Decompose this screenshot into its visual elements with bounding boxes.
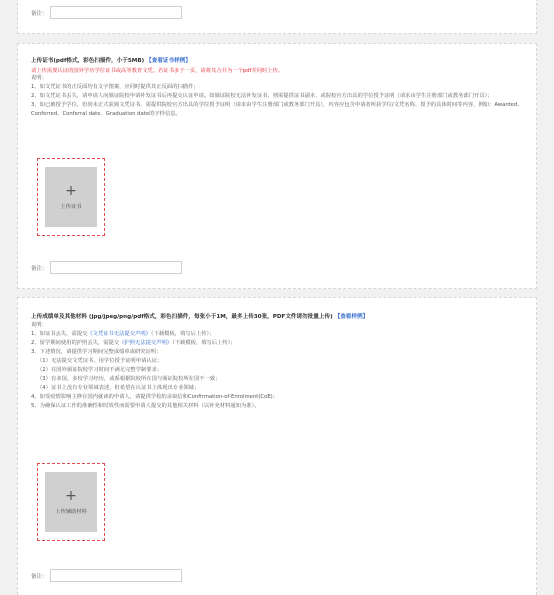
instruction-item: 1、如证书丢失，需提交《文凭证书无法提交声明》（下载模板，填写后上传）； (31, 331, 215, 337)
sub-item: （1）无法提交文凭证书，用学位授予证明申请认证； (37, 358, 163, 364)
other-instructions (31, 321, 529, 411)
instruction-item: 4、如受疫情影响主修在国内就读的申请人，请提供学校的录取信和Confirmation-of-Enrolment(CoE)； (31, 394, 279, 400)
other-upload-button[interactable] (45, 472, 97, 532)
sub-item: （2）在国外颁证院校学习时间不满足完整学制要求； (37, 367, 163, 373)
other-upload-frame (37, 463, 105, 541)
certificate-card (17, 43, 537, 289)
other-upload-label: 上传辅助材料 (55, 509, 87, 515)
explain-label: 说明： (31, 322, 47, 328)
note-label: 备注： (31, 10, 48, 17)
instruction-item: 5、为确保认证工作的准确性和时效性而需要申请人提交的其他相关材料（以补充材料通知为准）。 (31, 403, 260, 409)
plus-icon: + (65, 488, 77, 504)
other-sample-link[interactable]: 【查看样例】 (334, 314, 369, 320)
other-title (31, 312, 368, 320)
plus-icon: + (65, 183, 77, 199)
certificate-upload-label: 上传证书 (60, 204, 82, 210)
declaration-link[interactable]: 《文凭证书无法提交声明》 (87, 331, 151, 337)
note-input[interactable] (50, 6, 182, 19)
top-card (17, 0, 537, 34)
sub-item: （4）证书上没有专业领域表述，但希望在认证书上体现出专业领域； (37, 385, 200, 391)
note-input[interactable] (50, 569, 182, 582)
instruction-item: 3、如已被授予学位，但尚未正式获颁文凭证书，需提供院校官方出具的学位授予证明（请求由学生注册部门或教务部门开具），内容应包含申请者所获学位/文凭名称、授予的具体时间等内容，例如：Awarded、Conferred、Conferral date、Graduation date的字样信息。 (31, 102, 523, 117)
other-materials-card (17, 297, 537, 595)
certificate-instructions (31, 74, 529, 119)
instruction-item: 2、如文凭证书丢失，请申请人向颁证院校申请补发证书后再提交认证申请。如颁证院校无法补发证书，则需提供证书副本、或院校官方出具的学位授予证明（请求由学生注册部门或教务部门开具）； (31, 93, 493, 99)
instruction-item: 2、留学期间使用的护照丢失，需提交《护照无法提交声明》（下载模板，填写后上传）； (31, 340, 236, 346)
certificate-upload-frame (37, 158, 105, 236)
note-row (31, 569, 182, 582)
instruction-item: 1、如文凭证书的正反面均有文字图案，应同时提供其正反面的扫描件； (31, 84, 199, 90)
note-input[interactable] (50, 261, 182, 274)
passport-declaration-link[interactable]: 《护照无法提交声明》 (119, 340, 173, 346)
certificate-warning: 请上传需要认证的国外学历学位证书或高等教育文凭。若证书多于一页，请将其合并为一个pdf并同时上传。 (31, 68, 284, 74)
sub-item: （3）有多国、多校学习经历，或系根据院校所在国与颁证院校所在国不一致； (37, 376, 221, 382)
note-row (31, 261, 182, 274)
certificate-title (31, 56, 191, 64)
note-row (31, 6, 182, 19)
note-label: 备注： (31, 265, 48, 272)
other-title-text: 上传成绩单及其他材料 (jpg/jpeg/png/pdf格式，彩色扫描件，每张小于1M，最多上传30张，PDF文件请勿批量上传) (31, 314, 333, 320)
explain-label: 说明： (31, 75, 47, 81)
note-label: 备注： (31, 573, 48, 580)
certificate-upload-button[interactable] (45, 167, 97, 227)
certificate-title-text: 上传证书(pdf格式，彩色扫描件，小于5MB) (31, 58, 145, 64)
instruction-item: 3、下述情况，请提供学习期间完整成绩单或研究证明： (31, 349, 162, 355)
certificate-sample-link[interactable]: 【查看证书样例】 (146, 58, 191, 64)
